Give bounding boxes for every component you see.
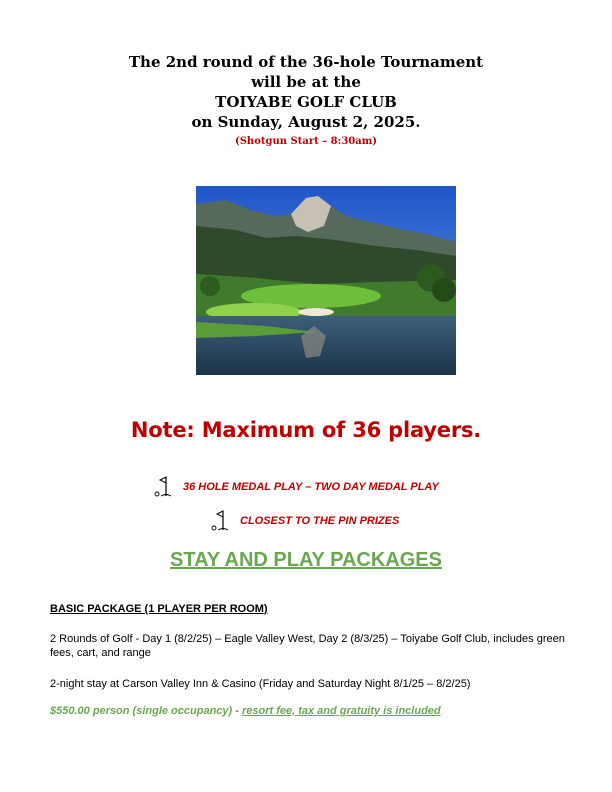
bullet-closest-pin-text: CLOSEST TO THE PIN PRIZES bbox=[240, 515, 400, 527]
heading-line-3: TOIYABE GOLF CLUB bbox=[215, 93, 397, 111]
packages-title: STAY AND PLAY PACKAGES bbox=[170, 549, 442, 571]
bullet-closest-pin bbox=[208, 508, 399, 534]
bullet-medal-play bbox=[151, 474, 439, 500]
golf-flag-icon bbox=[151, 474, 177, 500]
basic-package-price bbox=[50, 705, 441, 717]
price-main: $550.00 person (single occupancy) - bbox=[50, 705, 242, 717]
heading-line-4: on Sunday, August 2, 2025. bbox=[191, 113, 421, 131]
max-players-note: Note: Maximum of 36 players. bbox=[130, 418, 482, 442]
basic-package-title: BASIC PACKAGE (1 PLAYER PER ROOM) bbox=[50, 603, 268, 615]
golf-flag-icon bbox=[208, 508, 234, 534]
heading-line-1: The 2nd round of the 36-hole Tournament bbox=[128, 53, 484, 71]
heading-line-2: will be at the bbox=[251, 73, 361, 91]
basic-package-stay: 2-night stay at Carson Valley Inn & Casino (Friday and Saturday Night 8/1/25 – 8/2/25) bbox=[50, 678, 471, 690]
tournament-heading bbox=[0, 52, 612, 132]
basic-package-rounds: 2 Rounds of Golf - Day 1 (8/2/25) – Eagle Valley West, Day 2 (8/3/25) – Toiyabe Golf Club, includes green fees, cart, and range bbox=[50, 633, 565, 659]
price-inclusions: resort fee, tax and gratuity is included bbox=[241, 705, 441, 717]
shotgun-start-note: (Shotgun Start – 8:30am) bbox=[234, 136, 378, 147]
bullet-medal-play-text: 36 HOLE MEDAL PLAY – TWO DAY MEDAL PLAY bbox=[183, 481, 439, 493]
golf-course-photo bbox=[196, 186, 456, 375]
